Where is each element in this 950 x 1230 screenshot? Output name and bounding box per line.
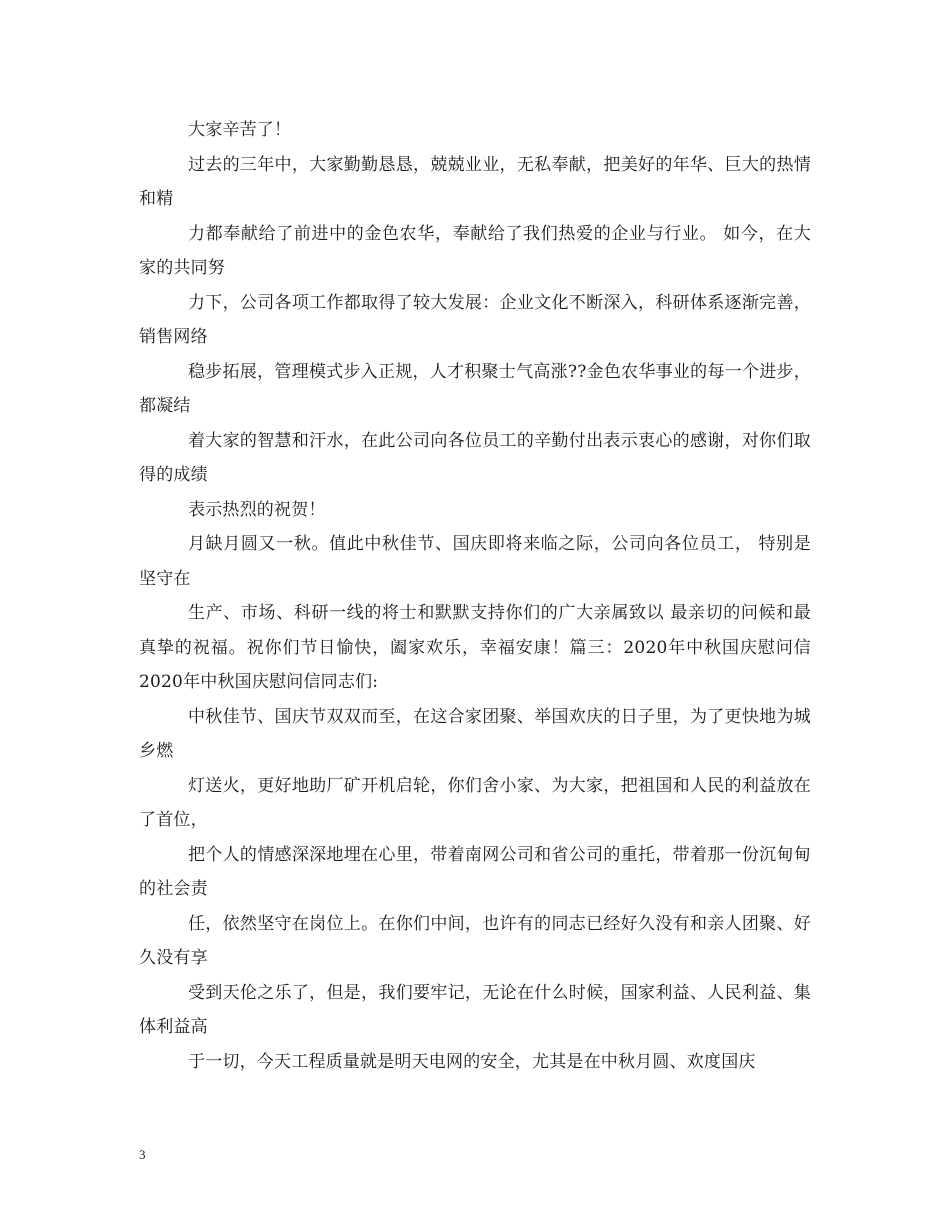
paragraph: 着大家的智慧和汗水，在此公司向各位员工的辛勤付出表示衷心的感谢，对你们取得的成绩 [139, 430, 811, 485]
paragraph: 于一切，今天工程质量就是明天电网的安全，尤其是在中秋月圆、欢度国庆 [188, 1051, 756, 1072]
paragraph: 把个人的情感深深地埋在心里，带着南网公司和省公司的重托，带着那一份沉甸甸的社会责 [139, 844, 811, 899]
document-body [139, 113, 811, 1079]
paragraph: 受到天伦之乐了，但是，我们要牢记，无论在什么时候，国家利益、人民利益、集体利益高 [139, 982, 811, 1037]
paragraph: 过去的三年中，大家勤勤恳恳，兢兢业业，无私奉献，把美好的年华、巨大的热情和精 [139, 154, 811, 209]
paragraph: 中秋佳节、国庆节双双而至，在这合家团聚、举国欢庆的日子里，为了更快地为城乡燃 [139, 706, 811, 761]
page-number: 3 [139, 1147, 146, 1162]
paragraph: 任，依然坚守在岗位上。在你们中间，也许有的同志已经好久没有和亲人团聚、好久没有享 [139, 913, 811, 968]
paragraph: 力都奉献给了前进中的金色农华，奉献给了我们热爱的企业与行业。 如今，在大家的共同努 [139, 223, 811, 278]
paragraph: 表示热烈的祝贺！ [188, 499, 326, 520]
paragraph: 力下，公司各项工作都取得了较大发展：企业文化不断深入，科研体系逐渐完善，销售网络 [139, 292, 811, 347]
paragraph: 稳步拓展，管理模式步入正规，人才积聚士气高涨??金色农华事业的每一个进步，都凝结 [139, 361, 811, 416]
paragraph: 灯送火，更好地助厂矿开机启轮，你们舍小家、为大家，把祖国和人民的利益放在了首位， [139, 775, 811, 830]
paragraph: 生产、市场、科研一线的将士和默默支持你们的广大亲属致以 最亲切的问候和最真挚的祝福。祝你们节日愉快，阖家欢乐，幸福安康！篇三：2020年中秋国庆慰问信 2020年中秋国庆慰问信同志们: [139, 603, 811, 692]
paragraph: 大家辛苦了！ [188, 120, 292, 140]
paragraph: 月缺月圆又一秋。值此中秋佳节、国庆即将来临之际，公司向各位员工， 特别是坚守在 [139, 534, 811, 589]
